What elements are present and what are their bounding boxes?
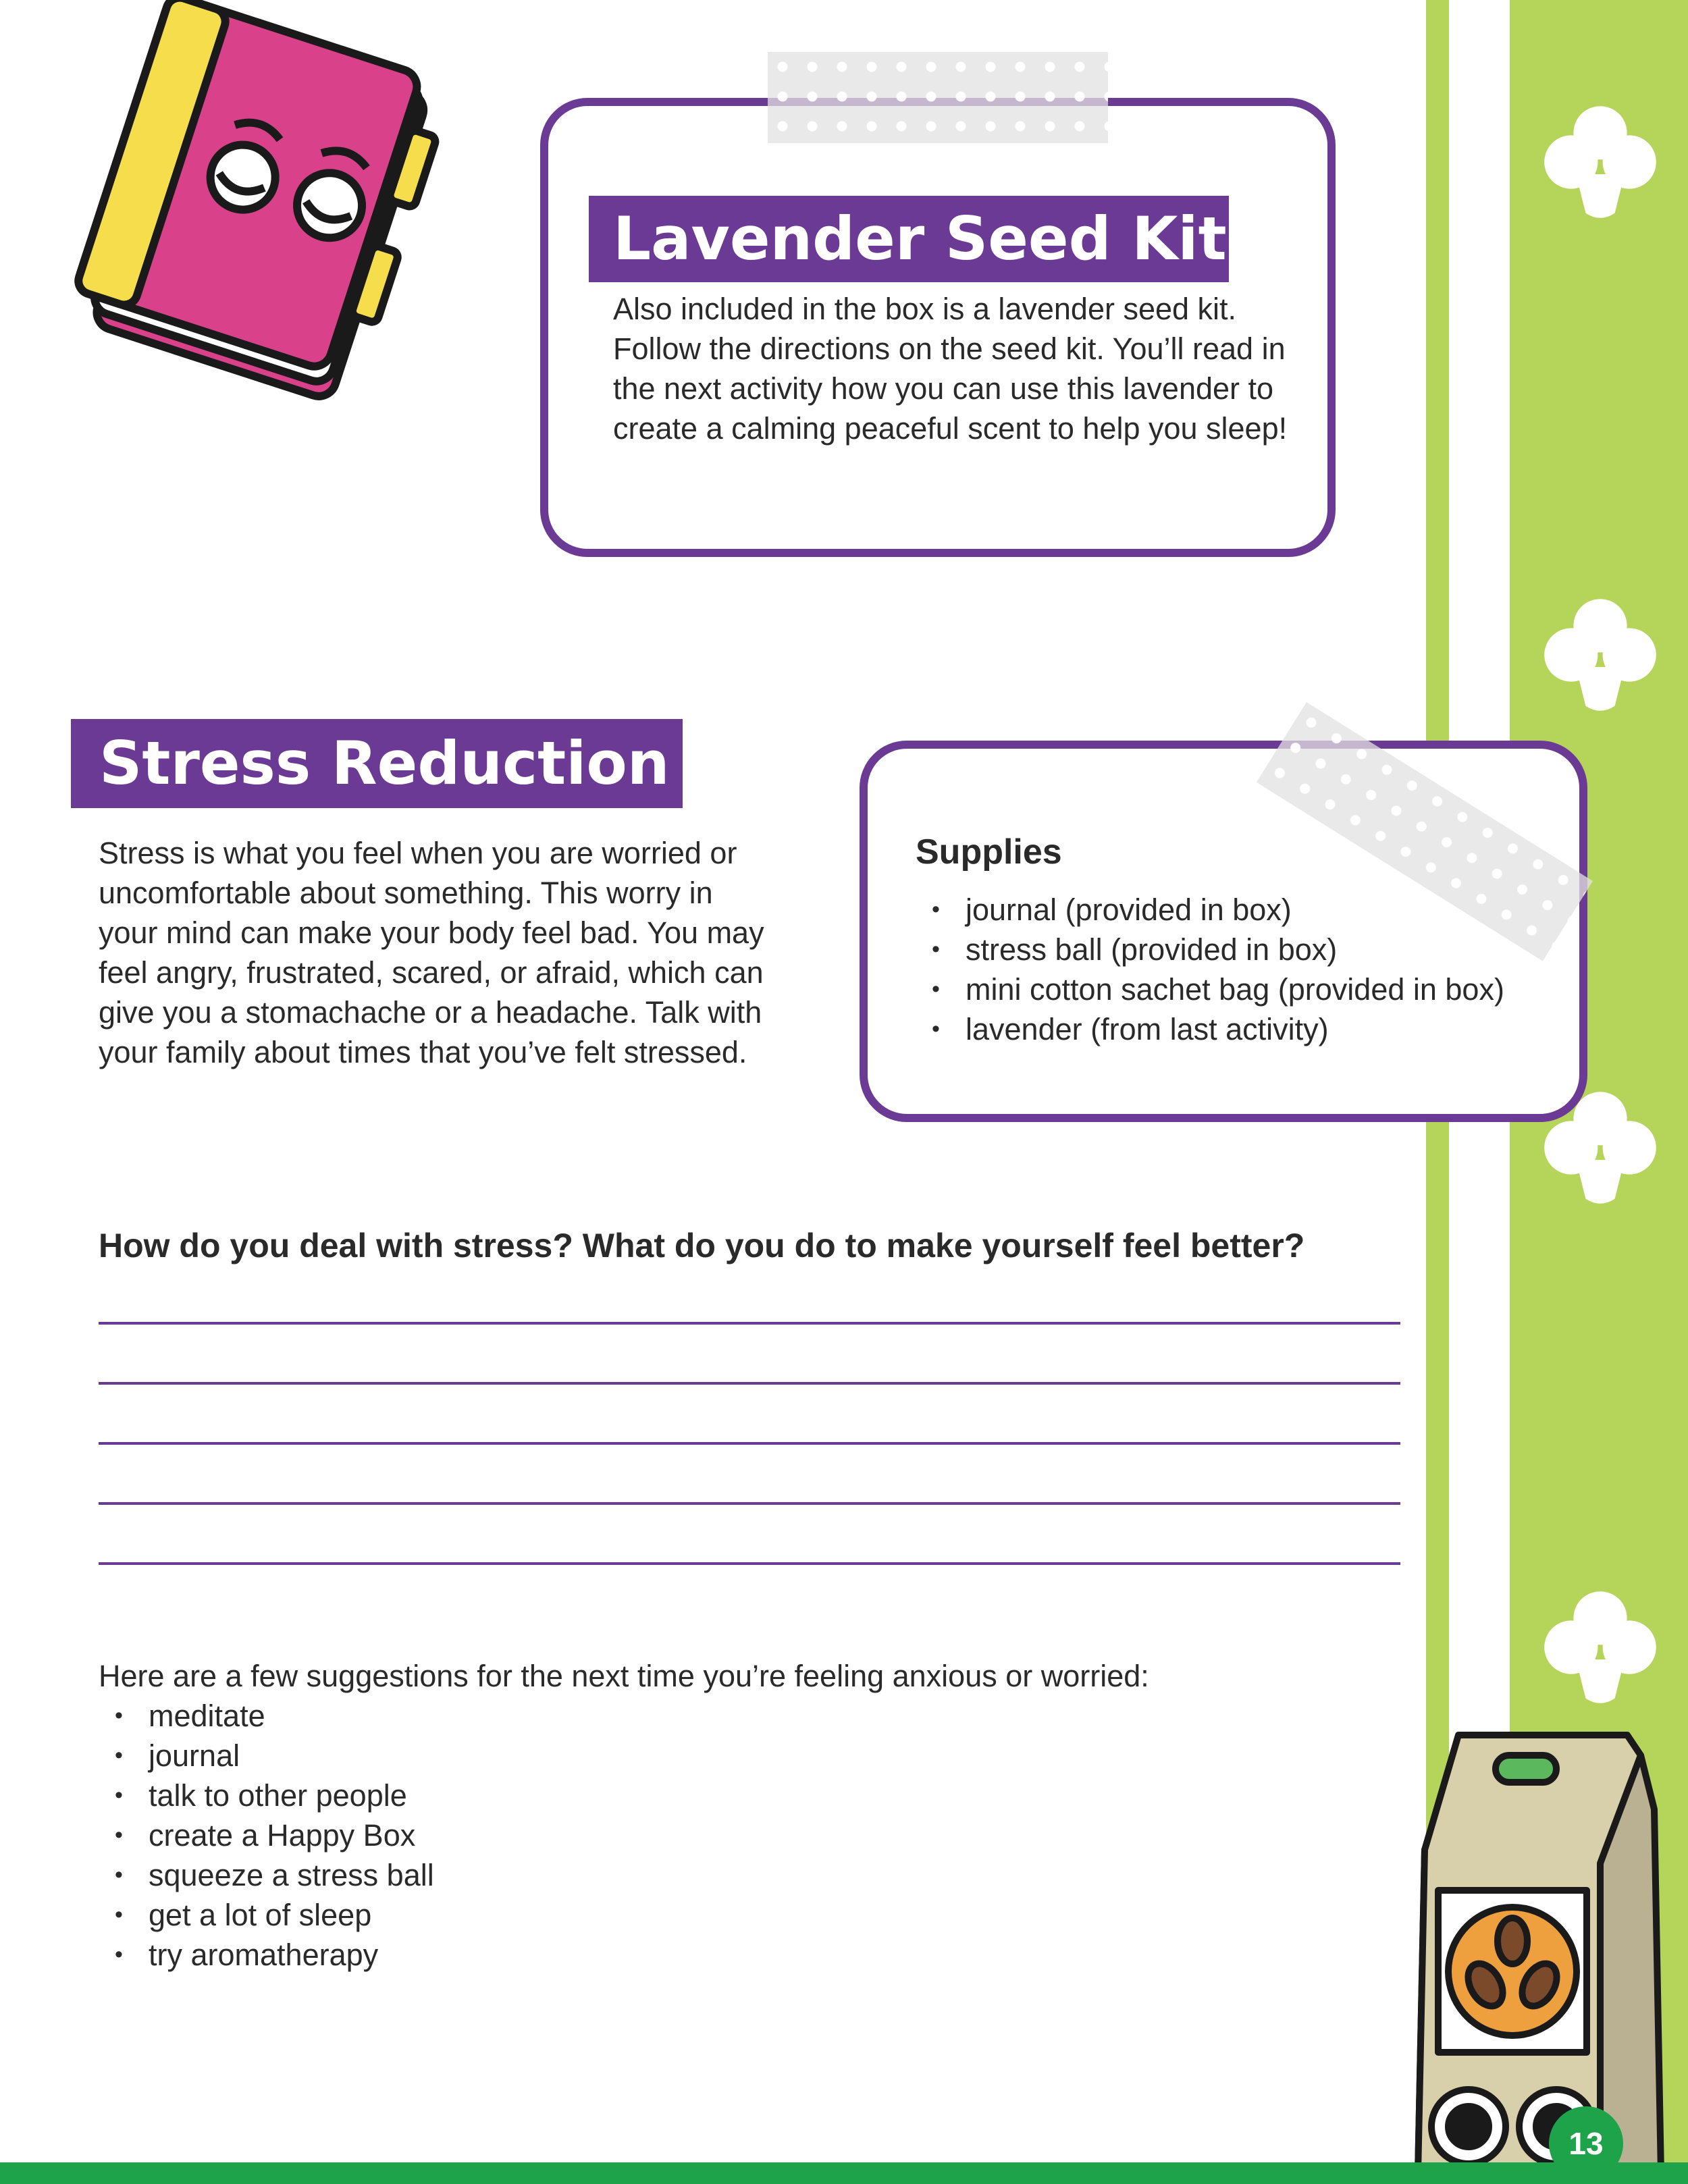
stress-reduction-body: Stress is what you feel when you are worried or uncomfortable about something. This worry in your mind can make your body feel bad. You may feel angry, frustrated, scared, or afraid, which can give you a stomachache or a headache. Talk with your family about times that you’ve felt stressed. — [99, 836, 764, 1069]
list-item: • lavender (from last activity) — [916, 1009, 1577, 1049]
answer-line[interactable] — [99, 1322, 1400, 1325]
list-item: • squeeze a stress ball — [99, 1855, 774, 1895]
supplies-title: Supplies — [916, 832, 1062, 872]
stress-reduction-title: Stress Reduction — [71, 719, 683, 808]
list-item: • get a lot of sleep — [99, 1895, 774, 1935]
supplies-list — [916, 890, 1577, 1049]
list-item: • talk to other people — [99, 1776, 774, 1815]
trefoil-icon — [1539, 594, 1661, 716]
suggestions-list — [99, 1696, 774, 1975]
answer-line[interactable] — [99, 1382, 1400, 1385]
page-number: 13 — [1549, 2106, 1623, 2181]
list-item: • create a Happy Box — [99, 1815, 774, 1855]
list-item: • stress ball (provided in box) — [916, 930, 1577, 969]
list-item: • try aromatherapy — [99, 1935, 774, 1975]
list-item: • mini cotton sachet bag (provided in box) — [916, 969, 1577, 1009]
list-item: • journal — [99, 1736, 774, 1776]
footer-bar — [0, 2162, 1688, 2184]
question-text: How do you deal with stress? What do you do to make yourself feel better? — [99, 1227, 1305, 1264]
trefoil-icon — [1539, 101, 1661, 223]
lavender-kit-body: Also included in the box is a lavender seed kit. Follow the directions on the seed kit. You’ll read in the next activity how you can use this lavender to create a calming peaceful scent to help you sleep! — [613, 292, 1288, 446]
journal-icon — [41, 0, 446, 419]
answer-line[interactable] — [99, 1562, 1400, 1565]
list-item: • journal (provided in box) — [916, 890, 1577, 930]
list-item: • meditate — [99, 1696, 774, 1736]
tape-decoration — [768, 52, 1108, 143]
suggestions-intro: Here are a few suggestions for the next time you’re feeling anxious or worried: — [99, 1659, 1149, 1693]
seed-packet-icon — [1377, 1728, 1688, 2174]
lavender-kit-title: Lavender Seed Kit — [589, 196, 1229, 282]
answer-line[interactable] — [99, 1442, 1400, 1445]
answer-line[interactable] — [99, 1502, 1400, 1505]
trefoil-icon — [1539, 1587, 1661, 1708]
